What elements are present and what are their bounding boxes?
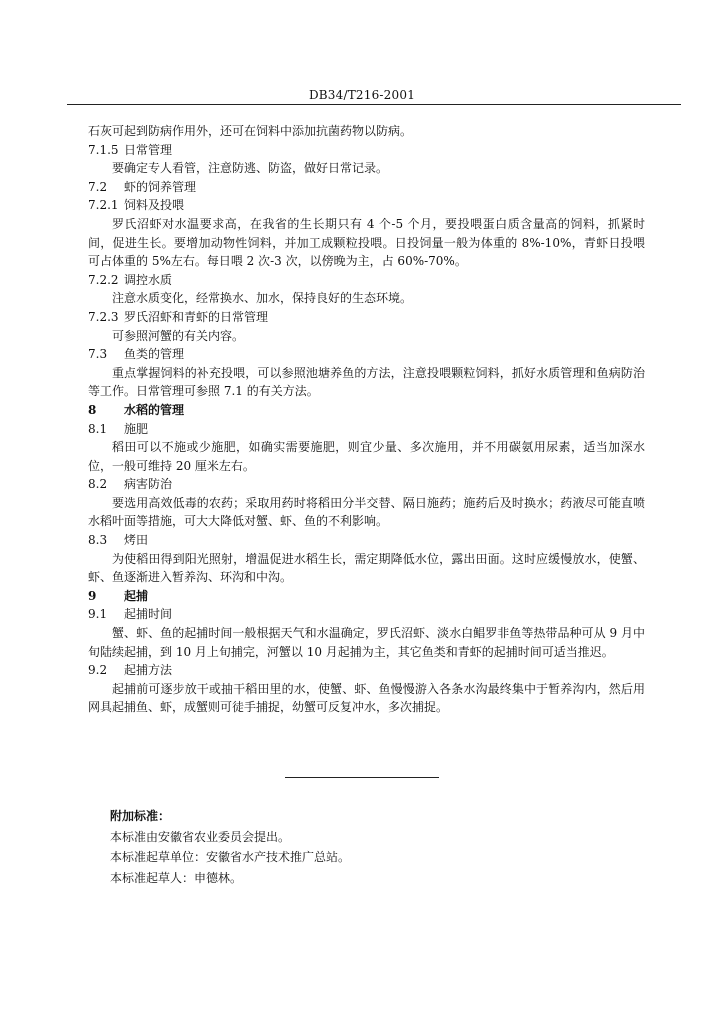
section-heading	[88, 420, 645, 439]
end-divider	[285, 777, 439, 778]
section-number: 8.3	[88, 533, 108, 548]
section-title: 病害防治	[124, 477, 173, 492]
section-heading	[88, 605, 645, 624]
section-number: 7.2	[88, 179, 108, 194]
section-number: 7.2.2	[88, 272, 119, 287]
section-title: 烤田	[124, 533, 149, 548]
section-title: 虾的饲养管理	[124, 179, 197, 194]
paragraph: 稻田可以不施或少施肥，如确实需要施肥，则宜少量、多次施用，并不用碳氨用尿素，适当加深水位，一般可维持 20 厘米左右。	[88, 440, 645, 473]
section-heading	[88, 271, 645, 290]
paragraph: 注意水质变化，经常换水、加水，保持良好的生态环境。	[112, 291, 413, 306]
section-number: 8	[88, 402, 97, 417]
document-body	[88, 122, 645, 717]
section-heading	[88, 308, 645, 327]
section-heading	[88, 587, 645, 606]
appendix-title: 附加标准：	[110, 809, 171, 823]
paragraph: 可参照河蟹的有关内容。	[112, 328, 245, 343]
section-number: 8.1	[88, 421, 108, 436]
section-heading	[88, 196, 645, 215]
section-number: 7.3	[88, 347, 108, 362]
section-number: 9.1	[88, 607, 108, 622]
appendix-line: 本标准起草人：申德林。	[110, 870, 243, 885]
header-divider	[67, 104, 681, 105]
paragraph: 石灰可起到防病作用外，还可在饲料中添加抗菌药物以防病。	[88, 124, 413, 138]
section-title: 鱼类的管理	[124, 347, 185, 362]
paragraph: 罗氏沼虾对水温要求高，在我省的生长期只有 4 个-5 个月，要投喂蛋白质含量高的饲料，抓紧时间，促进生长。要增加动物性饲料，并加工成颗粒投喂。日投饲量一般为体重的 8%-10%，青虾日投喂可占体重的 5%左右。每日喂 2 次-3 次，以傍晚为主，占 60%-70%。	[88, 216, 645, 269]
section-number: 9.2	[88, 663, 108, 678]
section-title: 起捕时间	[124, 607, 173, 622]
section-number: 7.2.1	[88, 198, 119, 213]
appendix-line: 本标准起草单位：安徽省水产技术推广总站。	[110, 850, 351, 864]
page-header: DB34/T216-2001	[308, 88, 416, 102]
section-heading	[88, 345, 645, 364]
section-heading	[88, 178, 645, 197]
paragraph: 蟹、虾、鱼的起捕时间一般根据天气和水温确定，罗氏沼虾、淡水白鲳罗非鱼等热带品种可从 9 月中旬陆续起捕，到 10 月上旬捕完，河蟹以 10 月起捕为主，其它鱼类和青虾的起捕时间可适当推迟。	[88, 626, 645, 659]
paragraph: 为使稻田得到阳光照射，增温促进水稻生长，需定期降低水位，露出田面。这时应缓慢放水，使蟹、虾、鱼逐渐进入暂养沟、环沟和中沟。	[88, 551, 645, 585]
section-heading	[88, 141, 645, 160]
appendix-line: 本标准由安徽省农业委员会提出。	[110, 829, 291, 844]
section-number: 9	[88, 588, 97, 603]
paragraph: 要确定专人看管，注意防逃、防盗，做好日常记录。	[112, 161, 389, 176]
section-number: 8.2	[88, 477, 108, 492]
paragraph: 重点掌握饲料的补充投喂，可以参照池塘养鱼的方法，注意投喂颗粒饲料，抓好水质管理和鱼病防治等工作。日常管理可参照 7.1 的有关方法。	[88, 365, 645, 399]
section-number: 7.2.3	[88, 309, 119, 324]
section-title: 起捕方法	[124, 663, 173, 678]
section-title: 罗氏沼虾和青虾的日常管理	[124, 309, 269, 324]
section-title: 施肥	[124, 421, 149, 436]
section-heading	[88, 531, 645, 550]
section-heading	[88, 401, 645, 420]
section-number: 7.1.5	[88, 142, 119, 157]
paragraph: 要选用高效低毒的农药；采取用药时将稻田分半交替、隔日施药；施药后及时换水；药液尽可能直喷水稻叶面等措施，可大大降低对蟹、虾、鱼的不利影响。	[88, 495, 645, 529]
section-title: 水稻的管理	[124, 402, 185, 417]
section-heading	[88, 661, 645, 680]
section-title: 起捕	[124, 588, 149, 603]
section-heading	[88, 475, 645, 494]
paragraph: 起捕前可逐步放干或抽干稻田里的水，使蟹、虾、鱼慢慢游入各条水沟最终集中于暂养沟内，然后用网具起捕鱼、虾，成蟹则可徒手捕捉，幼蟹可反复冲水，多次捕捉。	[88, 681, 645, 715]
section-title: 调控水质	[124, 272, 173, 287]
section-title: 日常管理	[124, 142, 173, 157]
section-title: 饲料及投喂	[124, 198, 185, 213]
appendix-section	[110, 806, 350, 888]
